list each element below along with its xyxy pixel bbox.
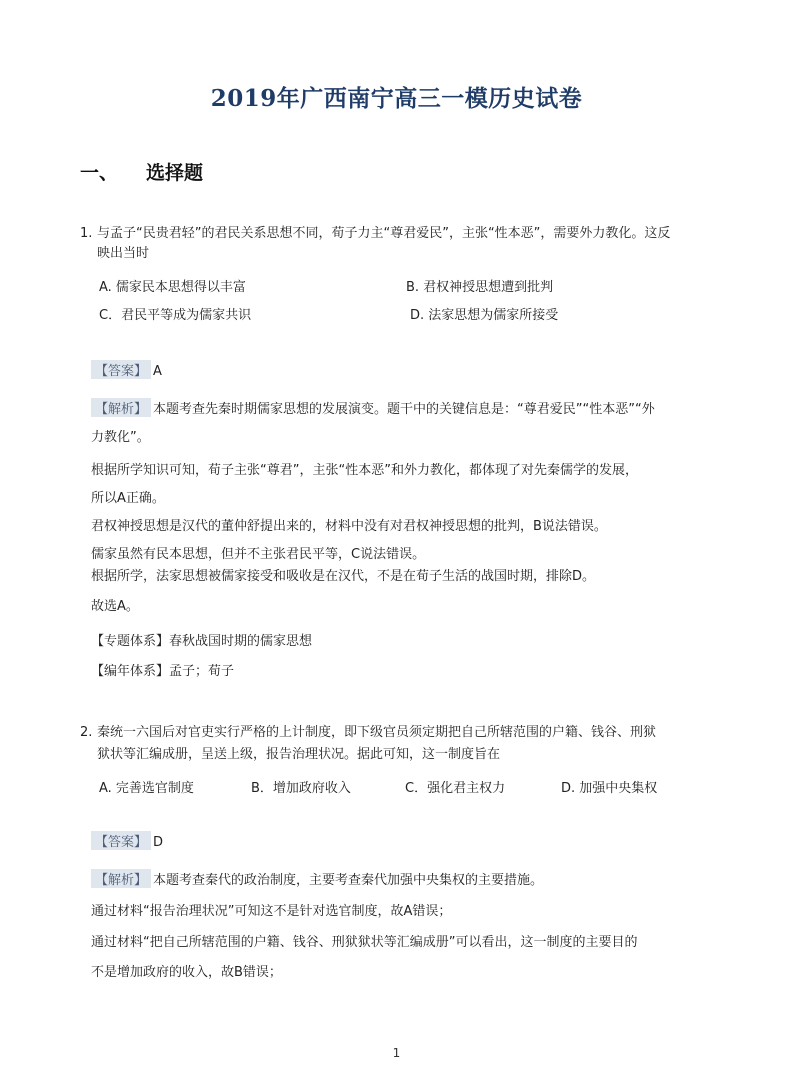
q1-option-a: A. 儒家民本思想得以丰富 (99, 280, 246, 295)
q1-stem-line2: 映出当时 (97, 246, 150, 261)
q1-number: 1. (80, 226, 93, 241)
q2-option-c: C．强化君主权力 (405, 781, 506, 796)
section-number: 一、 (80, 162, 119, 184)
q1-analysis-line: 故选A。 (91, 599, 139, 614)
q2-stem-line2: 狱状等汇编成册，呈送上级，报告治理状况。据此可知，这一制度旨在 (97, 747, 501, 762)
q2-analysis-line: 通过材料“把自己所辖范围的户籍、钱谷、刑狱狱状等汇编成册”可以看出，这一制度的主要目的 (91, 935, 638, 950)
page-number: 1 (392, 1046, 401, 1060)
answer-value: D (153, 835, 164, 850)
q1-analysis-line: 君权神授思想是汉代的董仲舒提出来的，材料中没有对君权神授思想的批判，B说法错误。 (91, 519, 607, 534)
q2-analysis-line: 通过材料“报告治理状况”可知这不是针对选官制度，故A错误； (91, 904, 452, 919)
q1-option-d: D. 法家思想为儒家所接受 (410, 308, 559, 323)
analysis-text: 本题考查先秦时期儒家思想的发展演变。题干中的关键信息是：“尊君爱民”“性本恶”“外 (153, 402, 655, 417)
q2-number: 2. (80, 725, 93, 740)
q2-option-b: B．增加政府收入 (251, 781, 351, 796)
q2-analysis-line (91, 869, 543, 888)
q1-option-c: C．君民平等成为儒家共识 (99, 308, 252, 323)
q1-analysis-line (91, 398, 655, 417)
q1-topic-system: 【专题体系】春秋战国时期的儒家思想 (91, 634, 313, 649)
answer-tag: 【答案】 (91, 360, 151, 379)
q1-analysis-line: 根据所学，法家思想被儒家接受和吸收是在汉代，不是在荀子生活的战国时期，排除D。 (91, 569, 596, 584)
q2-option-d: D. 加强中央集权 (561, 781, 658, 796)
q2-option-a: A. 完善选官制度 (99, 781, 194, 796)
analysis-tag: 【解析】 (91, 398, 151, 417)
analysis-text: 本题考查秦代的政治制度，主要考查秦代加强中央集权的主要措施。 (153, 873, 544, 888)
q2-analysis-line: 不是增加政府的收入，故B错误； (91, 965, 282, 980)
section-heading (80, 158, 203, 185)
answer-tag: 【答案】 (91, 831, 151, 850)
answer-value: A (153, 364, 162, 379)
q1-option-b: B. 君权神授思想遭到批判 (406, 280, 554, 295)
q1-stem-line1: 与孟子“民贵君轻”的君民关系思想不同，荀子力主“尊君爱民”，主张“性本恶”，需要外力教化。这反 (97, 226, 671, 241)
analysis-tag: 【解析】 (91, 869, 151, 888)
q1-analysis-line: 所以A正确。 (91, 491, 165, 506)
q1-answer (91, 360, 162, 379)
q1-chronology-system: 【编年体系】孟子；荀子 (91, 664, 235, 679)
q2-answer (91, 831, 163, 850)
q1-analysis-line: 儒家虽然有民本思想，但并不主张君民平等，C说法错误。 (91, 547, 426, 562)
q2-stem-line1: 秦统一六国后对官吏实行严格的上计制度，即下级官员须定期把自己所辖范围的户籍、钱谷、刑狱 (97, 725, 657, 740)
q1-analysis-line: 力教化”。 (91, 430, 150, 445)
document-title: 2019年广西南宁高三一模历史试卷 (210, 85, 583, 112)
q1-analysis-line: 根据所学知识可知，荀子主张“尊君”，主张“性本恶”和外力教化，都体现了对先秦儒学的发展， (91, 463, 638, 478)
section-label: 选择题 (146, 162, 204, 184)
